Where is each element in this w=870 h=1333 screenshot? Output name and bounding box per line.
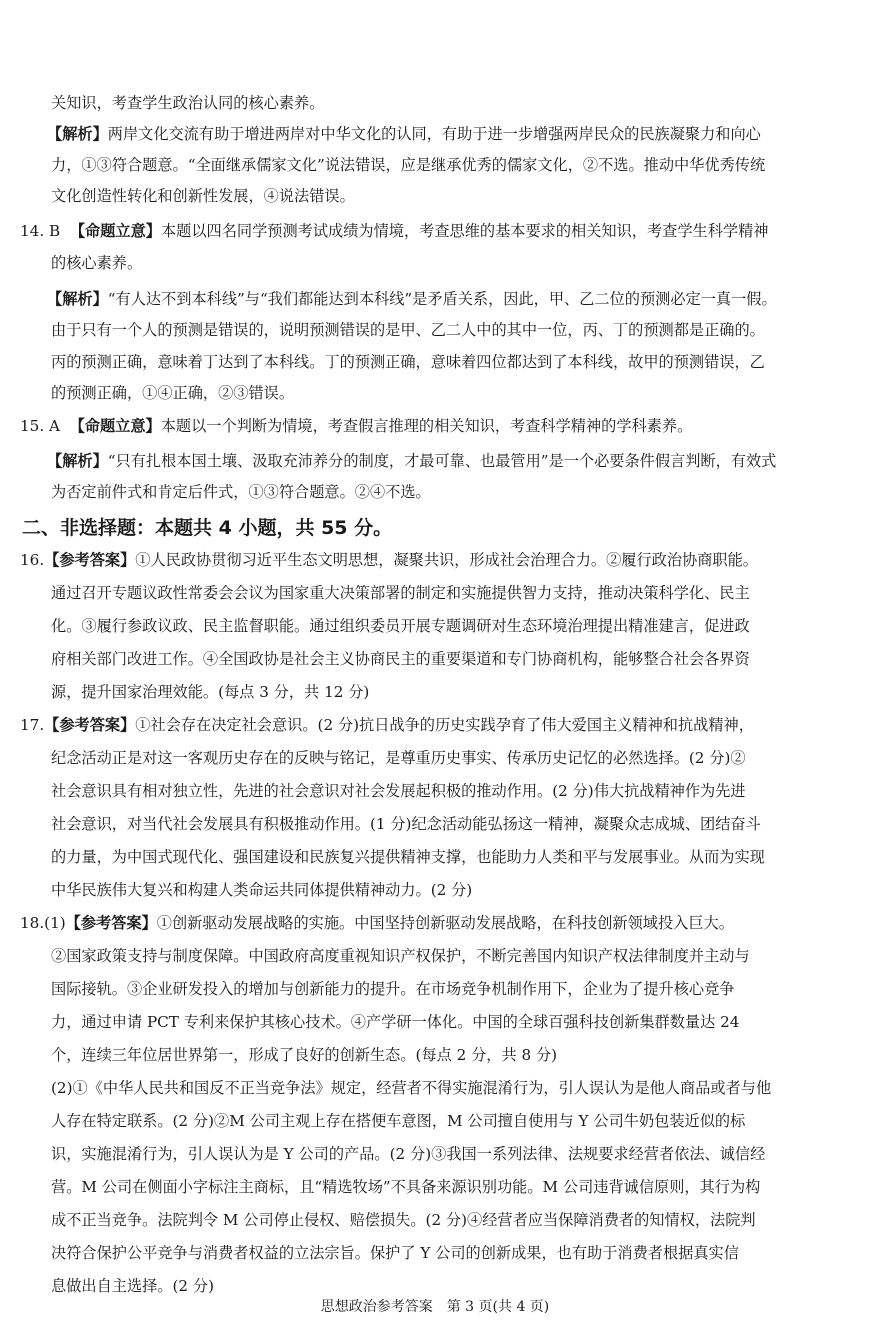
analysis-text: “有人达不到本科线”与“我们都能达到本科线”是矛盾关系，因此，甲、乙二位的预测必定一真一假。 — [107, 290, 777, 308]
intent-tag: 【命题立意】 — [69, 417, 161, 435]
q18-part2-line: 识，实施混淆行为，引人误认为是 Y 公司的产品。(2 分)③我国一系列法律、法规要求经营者依法、诚信经 — [51, 1145, 766, 1163]
analysis-text: “只有扎根本国土壤、汲取充沛养分的制度，才最可靠、也最管用”是一个必要条件假言判断，有效式 — [107, 452, 777, 470]
intent-tag: 【命题立意】 — [69, 222, 161, 240]
answer-text: ①社会存在决定社会意识。(2 分)抗日战争的历史实践孕育了伟大爱国主义精神和抗战精神， — [135, 716, 754, 734]
q18-part2-line: (2)①《中华人民共和国反不正当竞争法》规定，经营者不得实施混淆行为，引人误认为是他人商品或者与他 — [51, 1079, 772, 1097]
question-number: 14. B — [20, 222, 61, 240]
q14-intent-line: 的核心素养。 — [51, 254, 143, 272]
q18-part2-line: 营。M 公司在侧面小字标注主商标，且“精选牧场”不具备来源识别功能。M 公司违背诚信原则，其行为构 — [51, 1178, 761, 1196]
q14-analysis-line — [47, 289, 777, 309]
analysis-tag: 【解析】 — [47, 452, 108, 470]
q17-answer-line: 纪念活动正是对这一客观历史存在的反映与铭记，是尊重历史事实、传承历史记忆的必然选择。(2 分)② — [51, 749, 746, 767]
answer-text: ①创新驱动发展战略的实施。中国坚持创新驱动发展战略，在科技创新领域投入巨大。 — [156, 914, 734, 932]
analysis-text: 两岸文化交流有助于增进两岸对中华文化的认同，有助于进一步增强两岸民众的民族凝聚力和向心 — [107, 125, 761, 143]
q17-answer-line — [20, 715, 754, 735]
q15-analysis-line: 为否定前件式和肯定后件式，①③符合题意。②④不选。 — [51, 483, 431, 501]
analysis-tag: 【解析】 — [47, 290, 108, 308]
q18-part2-line: 息做出自主选择。(2 分) — [51, 1277, 215, 1295]
question-number: 15. A — [20, 417, 60, 435]
intent-text: 本题以一个判断为情境，考查假言推理的相关知识，考查科学精神的学科素养。 — [160, 417, 693, 435]
q17-answer-line: 社会意识具有相对独立性，先进的社会意识对社会发展起积极的推动作用。(2 分)伟大抗战精神作为先进 — [51, 782, 746, 800]
q16-answer-line: 源，提升国家治理效能。(每点 3 分，共 12 分) — [51, 683, 370, 701]
page-footer: 思想政治参考答案 第 3 页(共 4 页) — [320, 1299, 550, 1315]
question-number: 18. — [20, 914, 45, 932]
intent-text: 本题以四名同学预测考试成绩为情境，考查思维的基本要求的相关知识，考查学生科学精神 — [160, 222, 769, 240]
answer-tag: 【参考答案】 — [44, 551, 136, 569]
q16-answer-line: 府相关部门改进工作。④全国政协是社会主义协商民主的重要渠道和专门协商机构，能够整合社会各界资 — [51, 650, 750, 668]
question-number: 16. — [20, 551, 45, 569]
q18-answer-line — [20, 913, 734, 933]
question-number: 17. — [20, 716, 45, 734]
q18-part2-line: 决符合保护公平竞争与消费者权益的立法宗旨。保护了 Y 公司的创新成果，也有助于消费者根据真实信 — [51, 1244, 739, 1262]
q15-analysis-line — [47, 451, 776, 471]
answer-text: ①人民政协贯彻习近平生态文明思想，凝聚共识，形成社会治理合力。②履行政治协商职能。 — [135, 551, 758, 569]
section-heading: 二、非选择题：本题共 4 小题，共 55 分。 — [22, 517, 393, 539]
answer-tag: 【参考答案】 — [65, 914, 157, 932]
part-number: (1) — [44, 914, 66, 932]
q15-intent-line — [20, 416, 692, 436]
q16-answer-line: 通过召开专题议政性常委会会议为国家重大决策部署的制定和实施提供智力支持，推动决策科学化、民主 — [51, 584, 750, 602]
q16-answer-line — [20, 550, 758, 570]
q18-part2-line: 成不正当竞争。法院判令 M 公司停止侵权、赔偿损失。(2 分)④经营者应当保障消费者的知情权，法院判 — [51, 1211, 756, 1229]
q18-part2-line: 人存在特定联系。(2 分)②M 公司主观上存在搭便车意图，M 公司擅自使用与 Y 公司牛奶包装近似的标 — [51, 1112, 746, 1130]
q14-intent-line — [20, 221, 768, 241]
q18-answer-line: 力，通过申请 PCT 专利来保护其核心技术。④产学研一体化。中国的全球百强科技创新集群数量达 24 — [51, 1013, 740, 1031]
q18-answer-line: 个，连续三年位居世界第一，形成了良好的创新生态。(每点 2 分，共 8 分) — [51, 1046, 558, 1064]
q18-answer-line: 国际接轨。③企业研发投入的增加与创新能力的提升。在市场竞争机制作用下，企业为了提升核心竞争 — [51, 980, 735, 998]
q16-answer-line: 化。③履行参政议政、民主监督职能。通过组织委员开展专题调研对生态环境治理提出精准建言，促进政 — [51, 617, 750, 635]
q17-answer-line: 中华民族伟大复兴和构建人类命运共同体提供精神动力。(2 分) — [51, 881, 473, 899]
q13-analysis-line: 文化创造性转化和创新性发展，④说法错误。 — [51, 187, 355, 205]
q14-analysis-line: 丙的预测正确，意味着丁达到了本科线。丁的预测正确，意味着四位都达到了本科线，故甲的预测错误，乙 — [51, 353, 765, 371]
q13-text-line: 关知识，考查学生政治认同的核心素养。 — [51, 94, 325, 112]
q14-analysis-line: 由于只有一个人的预测是错误的，说明预测错误的是甲、乙二人中的其中一位，丙、丁的预测都是正确的。 — [51, 321, 765, 339]
q17-answer-line: 社会意识，对当代社会发展具有积极推动作用。(1 分)纪念活动能弘扬这一精神，凝聚众志成城、团结奋斗 — [51, 815, 761, 833]
q14-analysis-line: 的预测正确，①④正确，②③错误。 — [51, 384, 294, 402]
q17-answer-line: 的力量，为中国式现代化、强国建设和民族复兴提供精神支撑，也能助力人类和平与发展事业。从而为实现 — [51, 848, 765, 866]
q13-analysis-line: 力，①③符合题意。“全面继承儒家文化”说法错误，应是继承优秀的儒家文化，②不选。推动中华优秀传统 — [51, 156, 766, 174]
analysis-tag: 【解析】 — [47, 125, 108, 143]
q18-answer-line: ②国家政策支持与制度保障。中国政府高度重视知识产权保护，不断完善国内知识产权法律制度并主动与 — [51, 947, 750, 965]
q13-analysis-line — [47, 124, 761, 144]
answer-tag: 【参考答案】 — [44, 716, 136, 734]
